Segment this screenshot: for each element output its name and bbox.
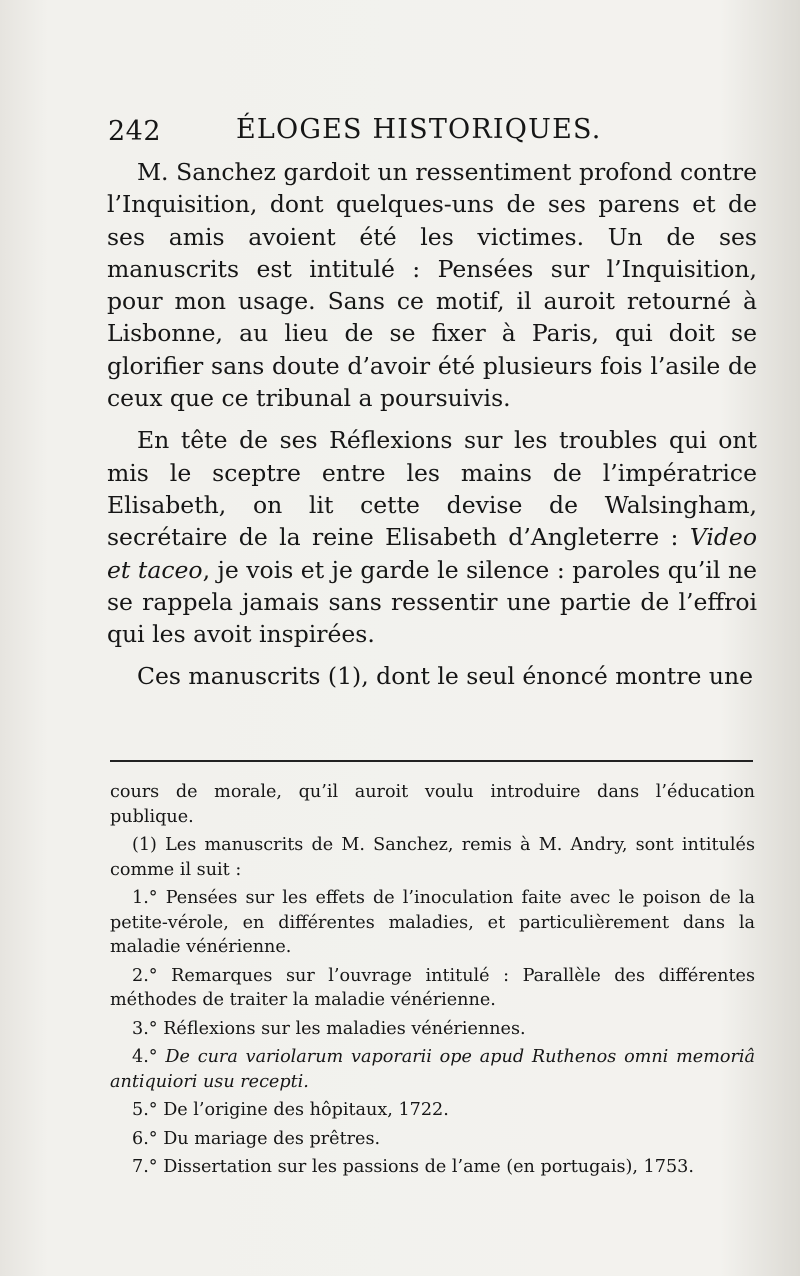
paragraph-3: Ces manuscrits (1), dont le seul énoncé montre une [137, 662, 754, 691]
paragraph-1: M. Sanchez gardoit un ressentiment profond contre l’Inquisition, dont quelques-uns de ses parens et de ses amis avoient été les victimes. Un de ses manuscrits est intitulé : Pensées sur l’Inquisition, pour mon usage. Sans ce motif, il auroit retourné à Lisbonne, au lieu de se fixer à Paris, qui doit se glorifier sans doute d’avoir été plusieurs fois l’asile de ceux que ce tribunal a poursuivis. [107, 158, 757, 413]
footnote-item [110, 1017, 755, 1042]
latin-motto: Video et taceo [107, 523, 757, 584]
item-text: Pensées sur les effets de l’inoculation faite avec le poison de la petite-vérole, en différentes maladies, et particulièrement dans la maladie vénérienne. [110, 888, 755, 957]
footnotes [110, 780, 755, 1184]
footnote-item [110, 1045, 755, 1094]
item-number: 6.° [132, 1128, 158, 1149]
page-header [108, 112, 758, 152]
item-number: 5.° [132, 1100, 158, 1120]
item-text: Du mariage des prêtres. [163, 1128, 381, 1149]
item-number: 2.° [132, 965, 158, 986]
item-number: 4.° [132, 1047, 158, 1067]
footnote-item [110, 1098, 755, 1123]
item-number: 7.° [132, 1157, 158, 1177]
footnote-item [110, 1127, 755, 1152]
main-text [107, 156, 757, 703]
item-number: 1.° [132, 888, 158, 908]
footnote-divider [110, 760, 753, 762]
item-text: Dissertation sur les passions de l’ame (en portugais), 1753. [163, 1157, 694, 1177]
footnote-item [110, 964, 755, 1013]
paragraph-2 [107, 424, 757, 650]
footnote-item [110, 1155, 755, 1180]
item-text: De l’origine des hôpitaux, 1722. [163, 1100, 449, 1120]
footnote-continuation: cours de morale, qu’il auroit voulu introduire dans l’éducation publique. [110, 782, 755, 827]
item-text: Réflexions sur les maladies vénériennes. [163, 1018, 526, 1039]
item-text: De cura variolarum vaporarii ope apud Ruthenos omni memoriâ antiquiori usu recepti. [110, 1047, 756, 1092]
paragraph-2-end: , je vois et je garde le silence : paroles qu’il ne se rappela jamais sans ressentir une partie de l’effroi qui les avoit inspirées. [107, 555, 757, 649]
item-number: 3.° [132, 1018, 158, 1039]
footnote-item [110, 886, 755, 960]
running-title: ÉLOGES HISTORIQUES. [236, 114, 602, 145]
footnote-intro: (1) Les manuscrits de M. Sanchez, remis à M. Andry, sont intitulés comme il suit : [110, 835, 755, 880]
paragraph-2-start: En tête de ses Réflexions sur les troubles qui ont mis le sceptre entre les mains de l’impératrice Elisabeth, on lit cette devise de Walsingham, secrétaire de la reine Elisabeth d’Angleterre : [107, 426, 757, 552]
page-number: 242 [108, 116, 162, 147]
item-text: Remarques sur l’ouvrage intitulé : Parallèle des différentes méthodes de traiter la maladie vénérienne. [110, 965, 755, 1010]
